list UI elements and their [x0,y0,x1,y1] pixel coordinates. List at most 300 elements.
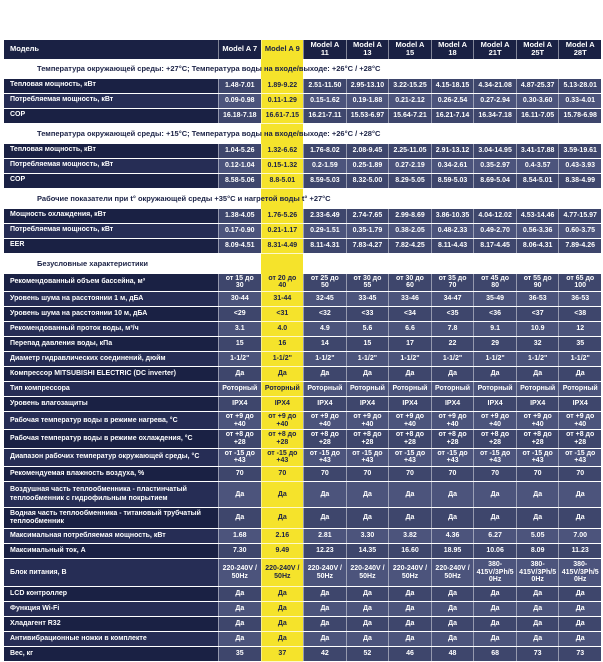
spec-cell: 35 [558,337,601,351]
row-label: Вес, кг [4,647,218,661]
spec-cell: от 35 до 70 [431,274,474,291]
row-label: Тип компрессора [4,382,218,396]
spec-cell: Да [261,587,304,601]
table-row [4,292,601,307]
spec-cell: Да [346,617,389,631]
spec-cell: IPX4 [558,397,601,411]
spec-cell: 4.77-15.97 [558,209,601,223]
spec-cell: 7.89-4.26 [558,239,601,253]
spec-cell: 5.13-28.01 [558,79,601,93]
spec-cell: 70 [431,467,474,481]
spec-cell: 42 [303,647,346,661]
spec-cell: 2.74-7.65 [346,209,389,223]
spec-cell: 7.00 [558,529,601,543]
spec-cell: 1.89-9.22 [261,79,304,93]
spec-cell: 1-1/2" [218,352,261,366]
spec-cell: 16 [261,337,304,351]
spec-cell: 2.51-11.50 [303,79,346,93]
spec-cell: Да [516,367,559,381]
row-label: COP [4,174,218,188]
spec-cell: 3.1 [218,322,261,336]
spec-cell: Да [346,587,389,601]
table-row [4,239,601,254]
spec-cell: Да [558,617,601,631]
spec-cell: 0.21-1.17 [261,224,304,238]
spec-cell: Да [346,482,389,507]
spec-cell: Роторный [346,382,389,396]
spec-cell: 0.11-1.29 [261,94,304,108]
spec-cell: 2.91-13.12 [431,144,474,158]
spec-cell: <36 [473,307,516,321]
spec-cell: 1-1/2" [346,352,389,366]
spec-cell: 33-45 [346,292,389,306]
spec-cell: 15 [346,337,389,351]
table-row [4,602,601,617]
spec-cell: 70 [388,467,431,481]
spec-cell: Да [303,482,346,507]
spec-cell: 34-47 [431,292,474,306]
spec-cell: 48 [431,647,474,661]
spec-cell: 22 [431,337,474,351]
section-title [4,124,601,144]
row-label: Перепад давления воды, кПа [4,337,218,351]
spec-cell: Да [516,602,559,616]
table-row [4,144,601,159]
spec-cell: 7.8 [431,322,474,336]
spec-cell: от -15 до +43 [218,449,261,466]
section-title-text: Безусловные характеристики [37,259,149,268]
spec-cell: 15.64-7.21 [388,109,431,123]
spec-cell: от -15 до +43 [473,449,516,466]
spec-cell: 4.0 [261,322,304,336]
spec-cell: 1-1/2" [473,352,516,366]
spec-cell: от +8 до +28 [346,430,389,447]
spec-cell: 16.61-7.15 [261,109,304,123]
spec-cell: 0.2-1.59 [303,159,346,173]
spec-cell: 4.53-14.46 [516,209,559,223]
spec-cell: 8.31-4.49 [261,239,304,253]
spec-cell: Да [516,617,559,631]
spec-table [4,40,601,662]
spec-cell: Да [431,587,474,601]
spec-cell: от 45 до 80 [473,274,516,291]
spec-cell: Да [218,617,261,631]
spec-cell: от -15 до +43 [388,449,431,466]
table-row [4,224,601,239]
spec-cell: IPX4 [218,397,261,411]
spec-cell: 0.34-2.61 [431,159,474,173]
spec-cell: Роторный [218,382,261,396]
spec-cell: 70 [303,467,346,481]
spec-cell: IPX4 [431,397,474,411]
spec-cell: Да [473,587,516,601]
spec-cell: <37 [516,307,559,321]
spec-cell: Да [303,587,346,601]
spec-cell: 73 [558,647,601,661]
spec-cell: 0.43-3.93 [558,159,601,173]
spec-cell: 1.04-5.26 [218,144,261,158]
spec-cell: 1-1/2" [303,352,346,366]
spec-cell: Да [388,508,431,528]
spec-cell: от +9 до +40 [303,412,346,429]
table-row [4,274,601,292]
spec-cell: 35-49 [473,292,516,306]
spec-cell: 0.35-2.97 [473,159,516,173]
section-title [4,189,601,209]
spec-cell: от -15 до +43 [431,449,474,466]
spec-cell: от +8 до +28 [261,430,304,447]
spec-cell: 6.6 [388,322,431,336]
spec-cell: 1.48-7.01 [218,79,261,93]
row-label: Тепловая мощность, кВт [4,79,218,93]
spec-cell: 220-240V / 50Hz [303,559,346,586]
spec-cell: 16.34-7.18 [473,109,516,123]
spec-cell: 4.04-12.02 [473,209,516,223]
spec-cell: 2.81 [303,529,346,543]
spec-cell: 0.15-1.32 [261,159,304,173]
model-header-cell: Model A 9 [261,40,304,59]
spec-cell: 12.23 [303,544,346,558]
spec-cell: 8.32-5.00 [346,174,389,188]
spec-cell: 70 [218,467,261,481]
row-label: EER [4,239,218,253]
table-row [4,79,601,94]
spec-cell: 15.53-6.97 [346,109,389,123]
spec-cell: IPX4 [516,397,559,411]
spec-cell: 8.58-5.06 [218,174,261,188]
spec-cell: 2.25-11.05 [388,144,431,158]
row-label: Мощность охлаждения, кВт [4,209,218,223]
spec-cell: Да [218,367,261,381]
spec-cell: 0.15-1.62 [303,94,346,108]
section-title [4,59,601,79]
spec-cell: от +9 до +40 [431,412,474,429]
spec-cell: 3.59-19.61 [558,144,601,158]
spec-cell: 3.82 [388,529,431,543]
row-label: Уровень влагозащиты [4,397,218,411]
spec-cell: IPX4 [473,397,516,411]
table-row [4,174,601,189]
spec-cell: 8.69-5.04 [473,174,516,188]
spec-cell: от +8 до +28 [218,430,261,447]
spec-cell: 10.9 [516,322,559,336]
spec-cell: 10.06 [473,544,516,558]
spec-cell: от +8 до +28 [558,430,601,447]
spec-cell: 18.95 [431,544,474,558]
table-row [4,397,601,412]
spec-cell: от +9 до +40 [218,412,261,429]
row-label: Потребляемая мощность, кВт [4,224,218,238]
spec-cell: от +9 до +40 [473,412,516,429]
table-row [4,529,601,544]
spec-cell: Да [558,587,601,601]
spec-cell: 3.04-14.95 [473,144,516,158]
spec-cell: 9.49 [261,544,304,558]
spec-cell: 37 [261,647,304,661]
spec-cell: <38 [558,307,601,321]
section-title-text: Рабочие показатели при t° окружающей среды +35°C и нагретой воды t° +27°C [37,194,331,203]
spec-cell: Да [218,482,261,507]
section-title-text: Температура окружающей среды: +15°C; Температура воды на входе/выходе: +26°C / +28°C [37,129,381,138]
row-label: COP [4,109,218,123]
spec-cell: от +9 до +40 [388,412,431,429]
spec-cell: Да [388,617,431,631]
spec-cell: Да [431,632,474,646]
spec-cell: Да [473,367,516,381]
spec-cell: Роторный [516,382,559,396]
row-label: Хладагент R32 [4,617,218,631]
spec-cell: 70 [261,467,304,481]
spec-cell: 1-1/2" [261,352,304,366]
spec-cell: Да [218,587,261,601]
spec-cell: Да [261,508,304,528]
spec-cell: 1-1/2" [388,352,431,366]
spec-cell: 3.22-15.25 [388,79,431,93]
row-label: Рабочая температур воды в режиме охлаждения, °C [4,430,218,447]
spec-cell: 8.09-4.51 [218,239,261,253]
spec-cell: 1.68 [218,529,261,543]
row-label: Диапазон рабочих температур окружающей среды, °C [4,449,218,466]
spec-cell: от -15 до +43 [303,449,346,466]
spec-cell: Да [346,508,389,528]
spec-cell: от +9 до +40 [346,412,389,429]
spec-cell: 220-240V / 50Hz [346,559,389,586]
table-row [4,449,601,467]
row-label: Рабочая температур воды в режиме нагрева, °C [4,412,218,429]
model-header-cell: Model A 7 [218,40,261,59]
row-label: Уровень шума на расстоянии 10 м, дБА [4,307,218,321]
spec-cell: 7.83-4.27 [346,239,389,253]
table-row [4,482,601,508]
spec-cell: Да [558,508,601,528]
spec-cell: 8.59-5.03 [431,174,474,188]
spec-cell: Да [261,632,304,646]
spec-cell: 2.33-6.49 [303,209,346,223]
spec-cell: 12 [558,322,601,336]
spec-cell: от +9 до +40 [261,412,304,429]
table-row [4,430,601,448]
spec-cell: 220-240V / 50Hz [431,559,474,586]
spec-cell: 0.48-2.33 [431,224,474,238]
spec-cell: 15.78-6.98 [558,109,601,123]
spec-cell: от 30 до 60 [388,274,431,291]
spec-cell: 2.99-8.69 [388,209,431,223]
spec-cell: Да [261,367,304,381]
spec-cell: 14 [303,337,346,351]
spec-cell: Да [558,602,601,616]
spec-cell: 1.38-4.05 [218,209,261,223]
spec-cell: IPX4 [346,397,389,411]
model-header-cell: Model A 25T [516,40,559,59]
spec-cell: 32-45 [303,292,346,306]
spec-cell: Да [516,632,559,646]
spec-cell: 8.11-4.43 [431,239,474,253]
spec-cell: 5.05 [516,529,559,543]
spec-cell: 36-53 [558,292,601,306]
spec-cell: 68 [473,647,516,661]
spec-cell: 16.11-7.05 [516,109,559,123]
spec-cell: 220-240V / 50Hz [261,559,304,586]
spec-cell: 0.35-1.79 [346,224,389,238]
table-row [4,508,601,529]
spec-cell: 8.17-4.45 [473,239,516,253]
spec-cell: 14.35 [346,544,389,558]
row-label: Рекомендуемая влажность воздуха, % [4,467,218,481]
spec-cell: 0.4-3.57 [516,159,559,173]
spec-cell: 8.54-5.01 [516,174,559,188]
spec-cell: <29 [218,307,261,321]
table-row [4,322,601,337]
spec-cell: 70 [516,467,559,481]
spec-cell: 4.36 [431,529,474,543]
spec-cell: 220-240V / 50Hz [218,559,261,586]
model-header-cell: Model A 11 [303,40,346,59]
table-row [4,307,601,322]
spec-cell: Да [516,482,559,507]
spec-cell: 1.32-6.62 [261,144,304,158]
spec-cell: <33 [346,307,389,321]
table-row [4,382,601,397]
spec-cell: от 15 до 30 [218,274,261,291]
spec-cell: Да [431,482,474,507]
spec-cell: 15 [218,337,261,351]
row-label: Компрессор MITSUBISHI ELECTRIC (DC inverter) [4,367,218,381]
spec-cell: Роторный [473,382,516,396]
spec-cell: Роторный [388,382,431,396]
spec-cell: Да [431,367,474,381]
spec-cell: 0.25-1.89 [346,159,389,173]
spec-cell: Да [516,508,559,528]
spec-cell: 17 [388,337,431,351]
row-label: Максимальная потребляемая мощность, кВт [4,529,218,543]
spec-cell: 0.60-3.75 [558,224,601,238]
spec-cell: Да [261,617,304,631]
spec-cell: Да [388,632,431,646]
spec-cell: <34 [388,307,431,321]
table-row [4,352,601,367]
spec-cell: Да [303,508,346,528]
row-label: Диаметр гидравлических соединений, дюйм [4,352,218,366]
table-row [4,94,601,109]
spec-cell: Да [473,482,516,507]
row-label: Уровень шума на расстоянии 1 м, дБА [4,292,218,306]
spec-cell: 0.49-2.70 [473,224,516,238]
table-row [4,587,601,602]
spec-cell: 4.87-25.37 [516,79,559,93]
spec-cell: 31-44 [261,292,304,306]
spec-cell: 1-1/2" [558,352,601,366]
spec-cell: Да [516,587,559,601]
spec-cell: 70 [473,467,516,481]
row-label: Антивибрационные ножки в комплекте [4,632,218,646]
spec-cell: 16.21-7.11 [303,109,346,123]
spec-cell: Да [558,632,601,646]
spec-cell: Да [218,602,261,616]
spec-cell: 1-1/2" [516,352,559,366]
spec-cell: 0.19-1.88 [346,94,389,108]
spec-cell: от -15 до +43 [558,449,601,466]
spec-cell: Да [558,367,601,381]
table-row [4,559,601,587]
spec-cell: 380-415V/3Ph/50Hz [516,559,559,586]
spec-cell: 8.11-4.31 [303,239,346,253]
spec-cell: Да [303,367,346,381]
spec-cell: Да [346,602,389,616]
spec-cell: Да [388,587,431,601]
spec-cell: Роторный [261,382,304,396]
spec-cell: Да [473,602,516,616]
spec-cell: Да [473,617,516,631]
section-title [4,254,601,274]
spec-cell: от 20 до 40 [261,274,304,291]
spec-cell: 36-53 [516,292,559,306]
spec-cell: Роторный [431,382,474,396]
spec-cell: 1.76-5.26 [261,209,304,223]
spec-cell: IPX4 [261,397,304,411]
section-title-text: Температура окружающей среды: +27°C; Температура воды на входе/выходе: +26°C / +28°C [37,64,381,73]
model-header-cell: Model A 21T [473,40,516,59]
spec-cell: 0.30-3.60 [516,94,559,108]
spec-cell: 220-240V / 50Hz [388,559,431,586]
spec-cell: Да [261,482,304,507]
spec-cell: IPX4 [303,397,346,411]
spec-cell: 380-415V/3Ph/50Hz [558,559,601,586]
spec-cell: от 25 до 50 [303,274,346,291]
model-header-cell: Model A 28T [558,40,601,59]
spec-cell: 5.6 [346,322,389,336]
spec-cell: 29 [473,337,516,351]
spec-cell: 4.34-21.08 [473,79,516,93]
spec-cell: <31 [261,307,304,321]
spec-cell: 0.09-0.98 [218,94,261,108]
spec-cell: 0.21-2.12 [388,94,431,108]
table-row [4,337,601,352]
spec-cell: <32 [303,307,346,321]
spec-cell: 16.21-7.14 [431,109,474,123]
table-row [4,647,601,662]
row-label: Потребляемая мощность, кВт [4,159,218,173]
table-row [4,632,601,647]
spec-cell: Да [303,617,346,631]
spec-cell: 6.27 [473,529,516,543]
spec-cell: 16.18-7.18 [218,109,261,123]
spec-cell: 0.56-3.36 [516,224,559,238]
spec-cell: от -15 до +43 [346,449,389,466]
spec-cell: 1-1/2" [431,352,474,366]
spec-cell: <35 [431,307,474,321]
table-row [4,209,601,224]
row-label: Потребляемая мощность, кВт [4,94,218,108]
spec-cell: 0.33-4.01 [558,94,601,108]
spec-cell: Да [218,632,261,646]
spec-cell: 73 [516,647,559,661]
spec-cell: 8.29-5.05 [388,174,431,188]
spec-cell: Да [218,508,261,528]
spec-cell: Да [431,617,474,631]
spec-cell: 30-44 [218,292,261,306]
table-row [4,467,601,482]
spec-cell: 7.30 [218,544,261,558]
spec-cell: Роторный [558,382,601,396]
spec-cell: от -15 до +43 [261,449,304,466]
row-label: Воздушная часть теплообменника - пластинчатый теплообменник с гидрофильным покрытием [4,482,218,507]
row-label: Тепловая мощность, кВт [4,144,218,158]
spec-cell: 16.60 [388,544,431,558]
row-label: Рекомендованный объем бассейна, м³ [4,274,218,291]
spec-cell: 0.27-2.94 [473,94,516,108]
spec-cell: Да [388,367,431,381]
spec-cell: 0.27-2.19 [388,159,431,173]
